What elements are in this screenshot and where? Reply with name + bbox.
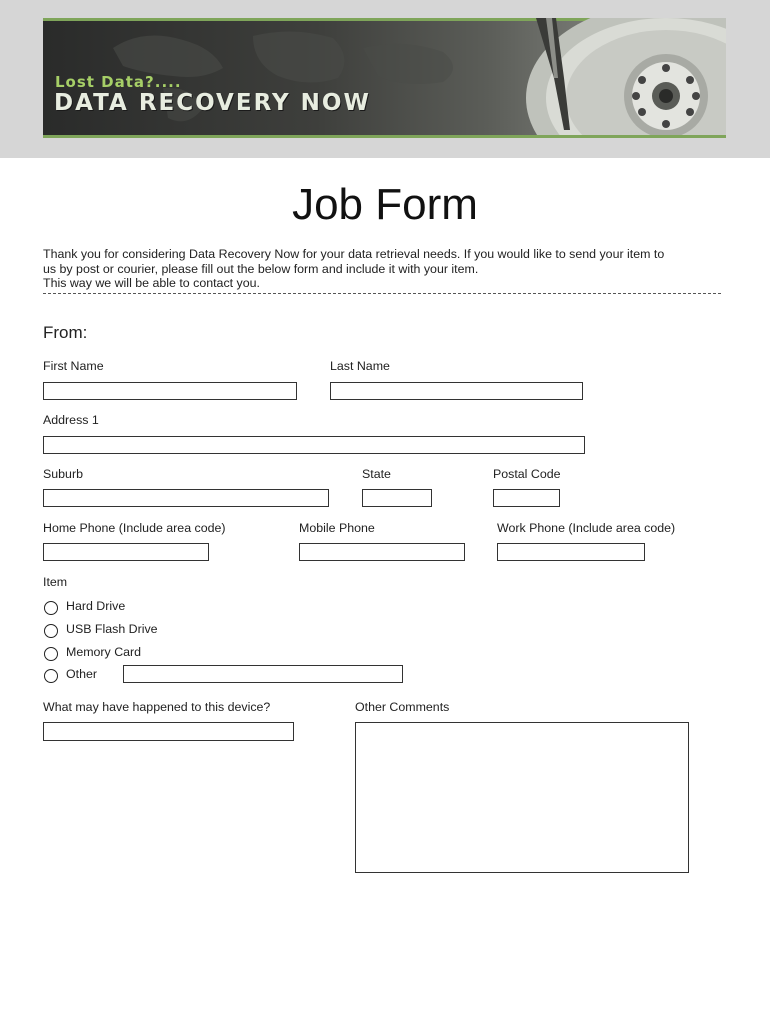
intro-text (43, 247, 727, 291)
address1-input[interactable] (43, 436, 585, 454)
first-name-label: First Name (43, 359, 104, 373)
postal-code-label: Postal Code (493, 467, 561, 481)
section-heading-from: From: (43, 323, 88, 342)
work-phone-input[interactable] (497, 543, 645, 561)
intro-line: Thank you for considering Data Recovery Now for your data retrieval needs. If you would like to send your item to (43, 247, 665, 261)
radio-label-usb-flash-drive: USB Flash Drive (66, 622, 158, 636)
home-phone-label: Home Phone (Include area code) (43, 521, 226, 535)
radio-hard-drive[interactable] (44, 601, 58, 615)
header-banner (43, 18, 726, 138)
postal-code-input[interactable] (493, 489, 560, 507)
hard-drive-platter-graphic (506, 18, 726, 138)
radio-label-memory-card: Memory Card (66, 645, 142, 659)
intro-line: This way we will be able to contact you. (43, 276, 260, 291)
radio-usb-flash-drive[interactable] (44, 624, 58, 638)
state-label: State (362, 467, 391, 481)
suburb-input[interactable] (43, 489, 329, 507)
work-phone-label: Work Phone (Include area code) (497, 521, 676, 535)
last-name-input[interactable] (330, 382, 583, 400)
page-title: Job Form (292, 180, 478, 229)
radio-other[interactable] (44, 669, 58, 683)
dashed-divider (43, 293, 721, 294)
radio-memory-card[interactable] (44, 647, 58, 661)
what-happened-input[interactable] (43, 722, 294, 741)
home-phone-input[interactable] (43, 543, 209, 561)
address1-label: Address 1 (43, 413, 99, 427)
mobile-phone-label: Mobile Phone (299, 521, 375, 535)
first-name-input[interactable] (43, 382, 297, 400)
item-label: Item (43, 575, 68, 589)
other-comments-textarea[interactable] (355, 722, 689, 873)
banner-tagline: Lost Data?.... (55, 73, 182, 91)
banner-bottom-stripe (43, 135, 726, 138)
other-comments-label: Other Comments (355, 700, 450, 714)
intro-line: us by post or courier, please fill out the below form and include it with your item. (43, 261, 479, 276)
suburb-label: Suburb (43, 467, 83, 481)
other-item-input[interactable] (123, 665, 403, 683)
state-input[interactable] (362, 489, 432, 507)
last-name-label: Last Name (330, 359, 390, 373)
radio-label-other: Other (66, 667, 97, 681)
what-happened-label: What may have happened to this device? (43, 700, 271, 714)
radio-label-hard-drive: Hard Drive (66, 599, 126, 613)
mobile-phone-input[interactable] (299, 543, 465, 561)
banner-brand: DATA RECOVERY NOW (54, 90, 371, 116)
